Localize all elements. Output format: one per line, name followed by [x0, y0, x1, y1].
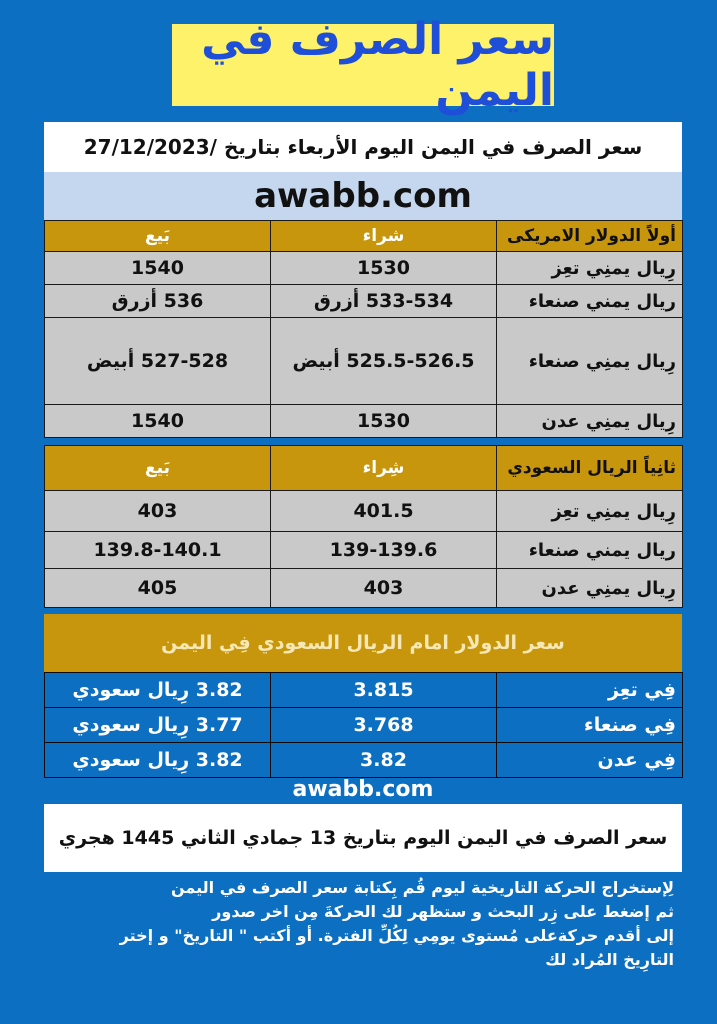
city-label: ريال يمني صنعاء [497, 532, 683, 569]
table-row [45, 285, 683, 318]
rate-value: 3.768 [271, 708, 497, 743]
city-label: فِي صنعاء [497, 708, 683, 743]
sell-value: 405 [45, 569, 271, 608]
buy-value: 525.5-526.5 أبيض [271, 318, 497, 405]
city-label: رِيال يمنِي تعِز [497, 491, 683, 532]
sell-column-header: بَيع [45, 221, 271, 252]
sell-column-header: بَيع [45, 446, 271, 491]
sell-value: 1540 [45, 405, 271, 438]
site-name[interactable]: awabb.com [44, 172, 682, 220]
sell-value: 536 أزرق [45, 285, 271, 318]
dollar-section-label: أولاً الدولار الامريكى [497, 221, 683, 252]
instruction-line: لِإستخراج الحركة التاريخية ليوم قُم بِكتابة سعر الصرف في اليمن [170, 878, 674, 897]
rounded-rate: 3.77 رِيال سعودي [45, 708, 271, 743]
table-row [45, 673, 683, 708]
buy-column-header: شِراء [271, 446, 497, 491]
buy-column-header: شراء [271, 221, 497, 252]
buy-value: 401.5 [271, 491, 497, 532]
city-label: ريال يمني صنعاء [497, 285, 683, 318]
table-row [45, 569, 683, 608]
rate-value: 3.82 [271, 743, 497, 778]
buy-value: 533-534 أزرق [271, 285, 497, 318]
city-label: رِيال يمنِي صنعاء [497, 318, 683, 405]
city-label: رِيال يمنِي تعِز [497, 252, 683, 285]
table-row [45, 532, 683, 569]
dollar-header-row [45, 221, 683, 252]
sell-value: 403 [45, 491, 271, 532]
title-banner [172, 14, 554, 116]
city-label: فِي تعِز [497, 673, 683, 708]
comparison-title: سعر الدولار امام الريال السعودي فِي اليمن [44, 614, 682, 672]
instructions [60, 876, 674, 972]
buy-value: 1530 [271, 405, 497, 438]
instruction-line: إلى أقدم حركةعلى مُستوى يومِي لِكُلِّ الفترة. أو أكتب " التاريخ" و إختر [119, 926, 674, 945]
table-row [45, 708, 683, 743]
city-label: رِيال يمنِي عدن [497, 405, 683, 438]
table-row [45, 405, 683, 438]
sell-value: 1540 [45, 252, 271, 285]
table-row [45, 491, 683, 532]
instruction-line: التارِيخ المُراد لك [545, 950, 674, 969]
sell-value: 527-528 أبيض [45, 318, 271, 405]
instruction-line: ثم إضغط على زِر البحث و ستظهر لك الحركةَ مِن اخر صدور [212, 902, 674, 921]
city-label: رِيال يمنِي عدن [497, 569, 683, 608]
saudi-section-label: ثانِياً الريال السعودي [497, 446, 683, 491]
sell-value: 139.8-140.1 [45, 532, 271, 569]
table-row [45, 743, 683, 778]
saudi-rates-table [44, 445, 683, 608]
table-row [45, 252, 683, 285]
buy-value: 139-139.6 [271, 532, 497, 569]
rounded-rate: 3.82 رِيال سعودي [45, 673, 271, 708]
date-line: سعر الصرف في اليمن اليوم الأربعاء بتاريخ /27/12/2023 [44, 122, 682, 172]
rounded-rate: 3.82 رِيال سعودي [45, 743, 271, 778]
site-link[interactable]: awabb.com [292, 776, 434, 802]
dollar-rates-table [44, 220, 683, 438]
buy-value: 403 [271, 569, 497, 608]
page-title: سعر الصرف في اليمن [201, 14, 554, 116]
saudi-header-row [45, 446, 683, 491]
hijri-date-line: سعر الصرف في اليمن اليوم بتاريخ 13 جمادي الثاني 1445 هجري [44, 804, 682, 872]
rate-value: 3.815 [271, 673, 497, 708]
comparison-table [44, 672, 683, 778]
buy-value: 1530 [271, 252, 497, 285]
table-row [45, 318, 683, 405]
city-label: فِي عدن [497, 743, 683, 778]
